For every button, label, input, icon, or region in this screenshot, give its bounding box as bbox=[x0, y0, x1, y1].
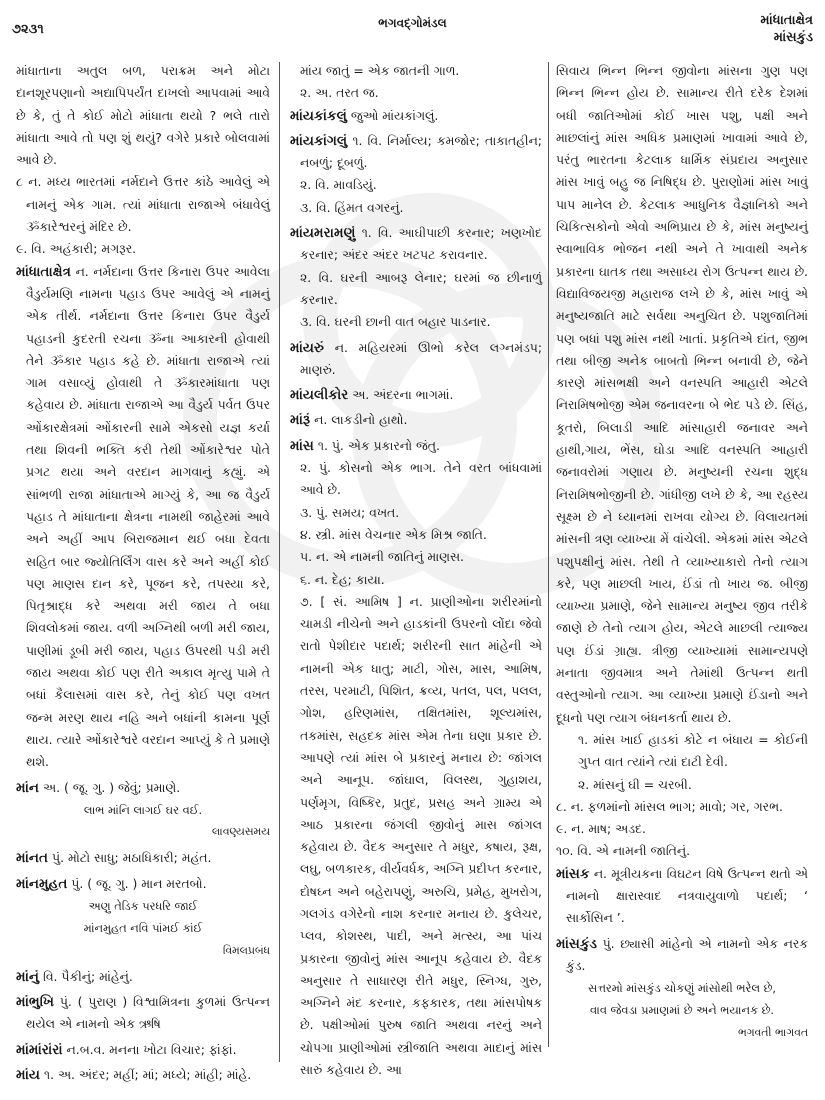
continued-paragraph: માંધાતાના અતુલ બળ, પરાક્રમ અને મોટા દાનશૂરપણાનો અદ્યાપિપર્યંત દાખલો આપવામાં આવે છે કે, તું તે કોઈ મોટો માંધાતા થયો ? ભલે તારો માંધાતા આવે તો પણ શું થયું? વગેરે પ્રકારે બોલવામાં આવે છે. bbox=[16, 63, 270, 168]
dictionary-entry bbox=[16, 966, 270, 988]
citation-source: ભગવતી ભાગવત bbox=[738, 1025, 808, 1039]
continued-line: ૨. અ. તરત જ. bbox=[300, 85, 379, 101]
citation-source: વિમલપ્રબંધ bbox=[222, 943, 270, 957]
headword: માંભુખિ bbox=[16, 994, 55, 1011]
dictionary-entry bbox=[16, 873, 270, 962]
continued-line: માંય જાતું = એક જાતની ગાળ. bbox=[300, 63, 460, 78]
dictionary-entry bbox=[16, 991, 270, 1036]
idiom: ૨. માંસનું ઘી = ચરબી. bbox=[578, 776, 692, 792]
guide-word-first: માંધાતાક્ષેત્ર bbox=[760, 13, 813, 28]
guide-words bbox=[760, 12, 813, 46]
continued-paragraph: સિવાય ભિન્ન ભિન્ન જીવોના માંસના ગુણ પણ ભિન્ન ભિન્ન હોય છે. સામાન્ય રીતે દરેક દેશમાં બધી જાતિઓમાં કોઈ ખાસ પશુ, પક્ષી અને માછલાંનું માંસ અધિક પ્રમાણમાં ખાવામાં આવે છે, પરંતુ ભારતના કેટલાક ધાર્મિક સંપ્રદાય અનુસાર માંસ ખાવું બહુ જ નિષિદ્ધ છે. પુરાણોમાં માંસ ખાવું પાપ માનેલ છે. કેટલાક આધુનિક વૈજ્ઞાનિકો અને ચિકિત્સકોનો એવો અભિપ્રાય છે કે, માંસ મનુષ્યનું સ્વાભાવિક ભોજન નથી અને તે ખાવાથી અનેક પ્રકારના ઘાતક તથા અસાધ્ય રોગ ઉત્પન્ન થાય છે. વિદ્યાવિજયજી મહારાજ લખે છે કે, માંસ ખાવું એ મનુષ્યજાતિ માટે સર્વથા અનુચિત છે. પશુજાતિમાં પણ બધાં પશુ માંસ નથી ખાતાં. પ્રકૃતિએ દાંત, જીભ તથા બીજી અનેક બાબતો ભિન્ન બનાવી છે, જેને કારણે માંસભક્ષી અને વનસ્પતિ આહારી એટલે નિરામિષભોજી એમ જનાવરના બે ભેદ પડે છે. સિંહ, કૂતરો, બિલાડી આદિ માંસાહારી જનાવર અને હાથી,ગાય, ભેંસ, ઘોડા આદિ વનસ્પતિ આહારી જનાવરોમાં ગણાય છે. મનુષ્યની રચના શુદ્ધ નિરામિષભોજીની છે. ગાંધીજી લખે છે કે, આ રહસ્ય સૂક્ષ્મ છે ને ધ્યાનમાં રાખવા યોગ્ય છે. વિલાયતમાં માંસની ત્રણ વ્યાખ્યા મેં વાંચેલી. એકમાં માંસ એટલે પશુપક્ષીનું માંસ. તેથી તે વ્યાખ્યાકારો તેનો ત્યાગ કરે, પણ માછલી ખાય, ઈંડાં તો ખાય જ. બીજી વ્યાખ્યા પ્રમાણે, જેને સામાન્ય મનુષ્ય જીવ તરીકે જાણે છે તેનો ત્યાગ હોય, એટલે માછલી ત્યાજ્ય પણ ઈંડાં ગ્રાહ્ય. ત્રીજી વ્યાખ્યામાં સામાન્યપણે મનાતા જીવમાત્ર અને તેમાંથી ઉત્પન્ન થતી વસ્તુઓનો ત્યાગ. આ વ્યાખ્યા પ્રમાણે ઈંડાનો અને દૂધનો પણ ત્યાગ બંધનકર્તા થાય છે. bbox=[556, 63, 808, 725]
page-number: ૭૨૩૧ bbox=[12, 22, 44, 37]
definition: ન. મૂત્રીયકના વિઘટન વિષે ઉત્પન્ન થતો એ નામનો ક્ષારાસ્વાદ નત્રવાયુવાળો પદાર્થ; ‘ સાર્કોસિન ’. bbox=[566, 865, 808, 926]
sense: ૩. વિ. હિંમત વગરનું. bbox=[300, 199, 404, 215]
sense: ૨. પું. કોસનો એક ભાગ. તેને વરત બાંધવામાં આવે છે. bbox=[300, 460, 542, 498]
sense-8: ૮ ન. મધ્ય ભારતમાં નર્મદાને ઉત્તર કાંઠે આવેલું એ નામનું એક ગામ. ત્યાં માંધાતા રાજાએ બંધાવેલું ૐકારેશ્વરનું મંદિર છે. bbox=[16, 174, 270, 235]
citation-quote-line: વાવ જેવડા પ્રમાણમાં છે અને ભયાનક છે. bbox=[589, 1003, 775, 1018]
citation-quote-line: અણુ તેડિક પરધરિ જાઈ bbox=[88, 898, 198, 913]
sense: ૩. વિ. ઘરની છાની વાત બહાર પાડનાર. bbox=[300, 314, 491, 330]
headword: માંનું bbox=[16, 968, 40, 985]
dictionary-entry bbox=[290, 105, 542, 127]
sense: ૯. ન. માષ; અડદ. bbox=[556, 821, 646, 837]
dictionary-entry bbox=[16, 1064, 270, 1086]
headword: માંમાંરાંરાં bbox=[16, 1041, 63, 1058]
dictionary-entry bbox=[16, 777, 270, 844]
dictionary-entry bbox=[16, 261, 270, 774]
headword: માંયલીકોર bbox=[290, 387, 349, 404]
column-divider bbox=[548, 62, 549, 1047]
definition: વિ. પૈકીનું; માંહેનું. bbox=[43, 968, 133, 984]
dictionary-entry bbox=[290, 409, 542, 431]
headword: માંયકાંગલું bbox=[290, 132, 348, 149]
headword: માંયકાંકલું bbox=[290, 107, 347, 124]
definition: ન. લાકડીનો હાથો. bbox=[314, 412, 408, 428]
sense: ૮. ન. ફળમાંનો માંસલ ભાગ; માવો; ગર, ગરભ. bbox=[556, 798, 783, 814]
dictionary-entry bbox=[556, 863, 808, 930]
dictionary-entry bbox=[290, 384, 542, 406]
guide-word-last: માંસકુંડ bbox=[773, 30, 813, 45]
headword: માંય bbox=[16, 1067, 41, 1084]
column-left bbox=[16, 60, 270, 1089]
citation-source: લાવણ્યસમય bbox=[211, 825, 270, 839]
sense: ૭. [ સં. આમિષ ] ન. પ્રાણીઓના શરીરમાંનો ચામડી નીચેનો અને હાડકાંની ઉપરનો લોંદા જેવો રાતો પેશીદાર પદાર્થ; શરીરની સાત માંહેની એ નામની એક ધાતુ; માટી, ગોસ, માસ, આમિષ, તરસ, પરમાટી, પિશિત, ક્રવ્ય, પતલ, પલ, પલલ, ગોશ, હરિણમાંસ, તક્ષિતમાંસ, શૂલ્યમાંસ, તકમાંસ, સહદક માંસ એમ તેના ઘણા પ્રકાર છે. આપણે ત્યાં માંસ બે પ્રકારનું મનાય છે: જાંગલ અને આનૂપ. જાંઘાલ, વિલસ્થ, ગુહાશય, પર્ણમૃગ, વિષ્કિર, પ્રતુદ, પ્રસહ અને ગ્રામ્ય એ આઠ પ્રકારના જંગલી જીવોનું માસ જાંગલ કહેવાય છે. વૈદક અનુસાર તે મધુર, કષાય, રૂક્ષ, લઘુ, બળકારક, વીર્યવર્ધક, અગ્નિ પ્રદીપ્ત કરનાર, દોષઘ્ન અને બહેરાપણું, અરુચિ, પ્રમેહ, મુખરોગ, ગલગંડ વગેરેનો નાશ કરનાર મનાય છે. કુલેચર, પ્લવ, કોશસ્થ, પાદી, અને મત્સ્ય, આ પાંચ પ્રકારના જીવોનું માંસ આનૂપ કહેવાય છે. વૈદક અનુસાર તે સાધારણ રીતે મધુર, સ્નિગ્ધ, ગુરુ, અગ્નિને મંદ કરનાર, કફકારક, તથા માંસપોષક છે. પક્ષીઓમાં પુરુષ જાતિ અથવા નરનું અને ચોપગા પ્રાણીઓમાં સ્ત્રીજાતિ અથવા માદાનું માંસ સારું કહેવાય છે. આ bbox=[300, 593, 542, 1078]
definition: પું. ( જૂ. ગુ. ) માન મરતબો. bbox=[71, 875, 207, 891]
headword: માંયરું bbox=[290, 339, 325, 356]
sense: ૨. વિ. માવડિયું. bbox=[300, 177, 377, 193]
dictionary-entry bbox=[290, 435, 542, 1082]
definition: અ. અંદરના ભાગમાં. bbox=[352, 387, 454, 403]
definition: પું. મોટો સાધુ; મઠાધિકારી; મહંત. bbox=[52, 850, 212, 866]
sense: ૧. પું. એક પ્રકારનો જંતુ. bbox=[317, 437, 440, 453]
column-divider bbox=[279, 62, 280, 1062]
definition: પું. ( પુરાણ ) વિશ્વામિત્રના કુળમાં ઉત્પન્ન થયેલ એ નામનો એક ઋષિ bbox=[26, 994, 270, 1032]
headword: માંસ bbox=[290, 437, 314, 454]
page-header bbox=[0, 0, 825, 55]
headword: માંરૂં bbox=[290, 412, 311, 429]
idiom: ૧. માંસ ખાઈ હાડકાં કોટે ન બંધાય = કોઈની ગુપ્ત વાત ત્યાંને ત્યાં દાટી દેવી. bbox=[578, 731, 808, 770]
sense: ૧૦. વિ. એ નામની જાતિનું. bbox=[556, 843, 691, 859]
sense: ૩. પું. સમય; વખત. bbox=[300, 504, 400, 520]
dictionary-entry bbox=[16, 847, 270, 869]
column-middle bbox=[290, 60, 542, 1084]
column-right bbox=[556, 60, 808, 1048]
running-title: ભગવદ્ગોમંડલ bbox=[378, 16, 447, 30]
definition: ન. મહિયરમાં ઊભો કરેલ લગ્નમંડપ; માણરું. bbox=[300, 339, 542, 377]
headword: માંનત bbox=[16, 850, 49, 867]
headword: માંન bbox=[16, 779, 40, 796]
sense: ૧. વિ. નિર્માલ્ય; કમજોર; તાકાતહીન; નબળું; દૂબળું. bbox=[300, 132, 542, 171]
sense: ૪. સ્ત્રી. માંસ વેચનાર એક મિશ્ર જાતિ. bbox=[300, 526, 487, 542]
headword: માંયમરામણું bbox=[290, 225, 356, 242]
dictionary-entry bbox=[290, 337, 542, 382]
definition: અ. ( જૂ. ગુ. ) જેવું; પ્રમાણે. bbox=[43, 779, 181, 795]
dictionary-entry bbox=[290, 130, 542, 219]
citation-quote-line: માંનમુહત નવિ પાંમઈ કાંઈ bbox=[83, 921, 203, 936]
headword: માંસક bbox=[556, 865, 590, 882]
dictionary-entry bbox=[16, 1039, 270, 1061]
definition: ૧. અ. અંદર; મહીં; માં; મધ્યે; માંહી; માંહે. bbox=[44, 1067, 252, 1083]
sense: ૬. ન. દેહ; કાયા. bbox=[300, 571, 385, 587]
sense: ૧. વિ. આઘીપાછી કરનાર; ખણખોદ કરનાર; અંદર અંદર ખટપટ કરાવનાર. bbox=[300, 225, 542, 263]
dictionary-entry bbox=[556, 933, 808, 1044]
sense: ૫. ન. એ નામની જાતિનું માણસ. bbox=[300, 549, 464, 565]
citation-quote-line: સત્તરમો માંસકુંડ ચોકણું માંસોથી ભરેલ છે, bbox=[587, 981, 777, 996]
headword: માંધાતાક્ષેત્ર bbox=[16, 263, 71, 280]
headword: માંસકુંડ bbox=[556, 935, 597, 952]
headword: માંનમુહત bbox=[16, 875, 68, 892]
definition: જુઓ માંયકાંગલું. bbox=[350, 107, 439, 123]
citation-quote: લાભ માંનિ લાગઈ ઘર વઈ. bbox=[83, 802, 203, 817]
dictionary-entry bbox=[290, 222, 542, 333]
definition: ન.બ.વ. મનના ખોટા વિચાર; ફાંફાં. bbox=[66, 1041, 237, 1057]
definition: ન. નર્મદાના ઉત્તર કિનારા ઉપર આવેલા વૈડુર્યમણિ નામના પહાડ ઉપર આવેલું એ નામનું એક તીર્થ. નર્મદાના ઉત્તર કિનારા ઉપર વૈડુર્ય પહાડની કુદરતી રચના ૐના આકારની હોવાથી તેને ૐકાર પહાડ કહે છે. માંધાતા રાજાએ ત્યાં ગામ વસાવ્યું હોવાથી તે ૐકારમાંધાતા પણ કહેવાય છે. માંધાતા રાજાએ આ વૈડુર્ય પર્વત ઉપર ઓંકારક્ષેત્રમાં ઓંકારની સામે એકસો યજ્ઞ કર્યા તથા શિવની ભક્તિ કરી તેથી ઓંકારેશ્વર પોતે પ્રગટ થયા અને વરદાન માગવાનું કહ્યું. એ સાંભળી રાજા માંધાતાએ માગ્યું કે, આ જ વૈડુર્ય પહાડ તે માંધાતાના ક્ષેત્રના નામથી જાહેરમાં આવે અને અહીં આપ બિરાજમાન થઈ બધા દેવતા સહિત બાર જ્યોતિર્લિંગ વાસ કરે અને અહીં કોઈ પણ માણસ દાન કરે, પૂજન કરે, તપસ્યા કરે, પિતૃશ્રાદ્ધ કરે અથવા મરી જાય તે બધા શિવલોકમાં જાય. વળી અગ્નિથી બળી મરી જાય, પાણીમાં ડૂબી મરી જાય, પહાડ ઉપરથી પડી મરી જાય અથવા કોઈ પણ રીતે અકાલ મૃત્યુ પામે તે બધાં કૈલાસમાં વાસ કરે, તેનું કોઈ પણ વખત જન્મ મરણ થાય નહિ અને બધાંની કામના પૂર્ણ થાય. ત્યારે ઓંકારેશ્વરે વરદાન આપ્યું કે તે પ્રમાણે થશે. bbox=[26, 263, 270, 770]
sense-9: ૯. વિ. અહંકારી; મગરૂર. bbox=[16, 241, 137, 257]
definition: પું. છ્યાસી માંહેનો એ નામનો એક નરક કુંડ. bbox=[566, 935, 808, 973]
sense: ૨. વિ. ઘરની આબરૂ લેનાર; ઘરમાં જ છીનાળું કરનાર. bbox=[300, 269, 542, 307]
